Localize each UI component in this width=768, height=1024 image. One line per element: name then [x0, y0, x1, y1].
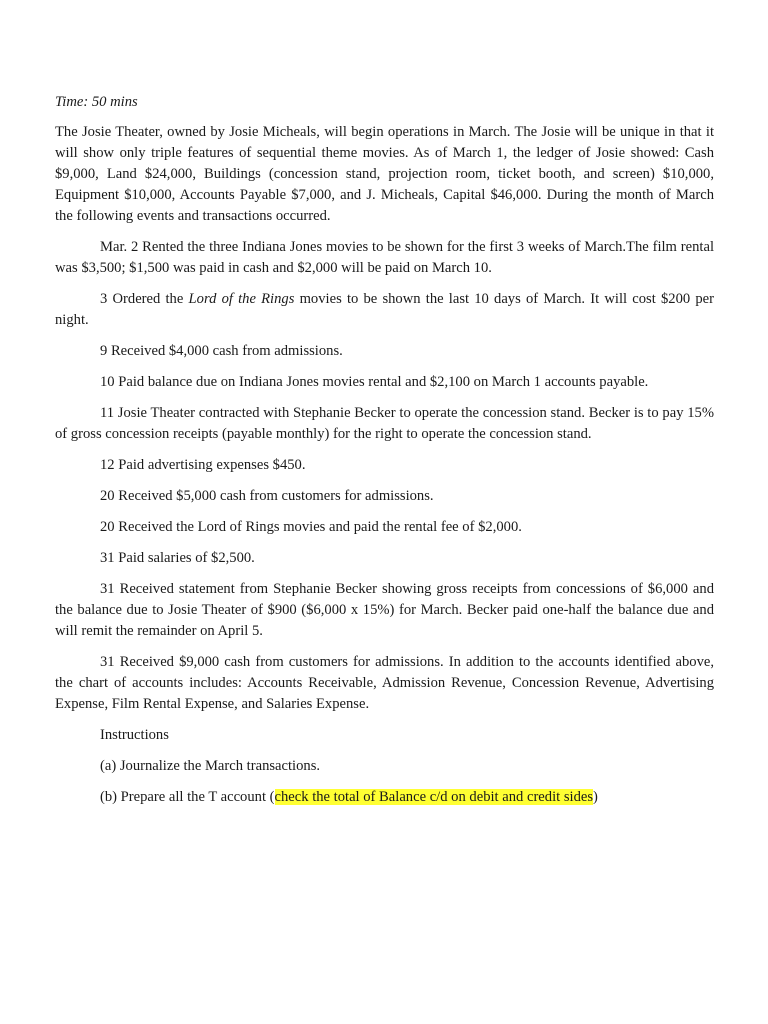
movie-title: Lord of the Rings	[188, 291, 295, 307]
transaction-mar-31-salaries: 31 Paid salaries of $2,500.	[100, 550, 255, 566]
transaction-mar-3-text-end: movies to be shown the last 10 days of March. It will cost $200 per night.	[55, 291, 714, 328]
instruction-a: (a) Journalize the March transactions.	[100, 758, 321, 774]
transaction-mar-12: 12 Paid advertising expenses $450.	[100, 457, 306, 473]
transaction-mar-31-admissions: 31 Received $9,000 cash from customers for admissions. In addition to the accounts identified above, the chart of accounts includes: Accounts Receivable, Admission Revenue, Concession Revenue, Advertising Expense, Film Rental Expense, and Salaries Expense.	[55, 654, 714, 712]
transaction-mar-20-admissions: 20 Received $5,000 cash from customers for admissions.	[100, 488, 434, 504]
transaction-mar-20-rental: 20 Received the Lord of Rings movies and paid the rental fee of $2,000.	[100, 519, 522, 535]
instructions-heading: Instructions	[100, 727, 169, 743]
highlighted-note: check the total of Balance c/d on debit and credit sides	[274, 789, 594, 805]
transaction-mar-31-concessions: 31 Received statement from Stephanie Becker showing gross receipts from concessions of $6,000 and the balance due to Josie Theater of $900 ($6,000 x 15%) for March. Becker paid one-half the balance due and will remit the remainder on April 5.	[55, 581, 714, 639]
intro-paragraph: The Josie Theater, owned by Josie Micheals, will begin operations in March. The Josie will be unique in that it will show only triple features of sequential theme movies. As of March 1, the ledger of Josie showed: Cash $9,000, Land $24,000, Buildings (concession stand, projection room, ticket booth, and screen) $10,000, Equipment $10,000, Accounts Payable $7,000, and J. Micheals, Capital $46,000. During the month of March the following events and transactions occurred.	[55, 124, 714, 224]
transaction-mar-3	[55, 289, 714, 331]
time-label: Time: 50 mins	[55, 94, 138, 110]
transaction-mar-11: 11 Josie Theater contracted with Stephanie Becker to operate the concession stand. Becker is to pay 15% of gross concession receipts (payable monthly) for the right to operate the concession stand.	[55, 405, 714, 442]
transaction-mar-3-text-start: 3 Ordered the	[100, 291, 189, 307]
transaction-mar-10: 10 Paid balance due on Indiana Jones movies rental and $2,100 on March 1 accounts payable.	[100, 374, 649, 390]
instruction-b-text-start: (b) Prepare all the T account (	[100, 789, 275, 805]
transaction-mar-2: Mar. 2 Rented the three Indiana Jones movies to be shown for the first 3 weeks of March.The film rental was $3,500; $1,500 was paid in cash and $2,000 will be paid on March 10.	[55, 239, 714, 276]
document-page	[55, 92, 714, 818]
transaction-mar-9: 9 Received $4,000 cash from admissions.	[100, 343, 343, 359]
instruction-b-text-end: )	[593, 789, 598, 805]
instruction-b	[55, 787, 714, 808]
